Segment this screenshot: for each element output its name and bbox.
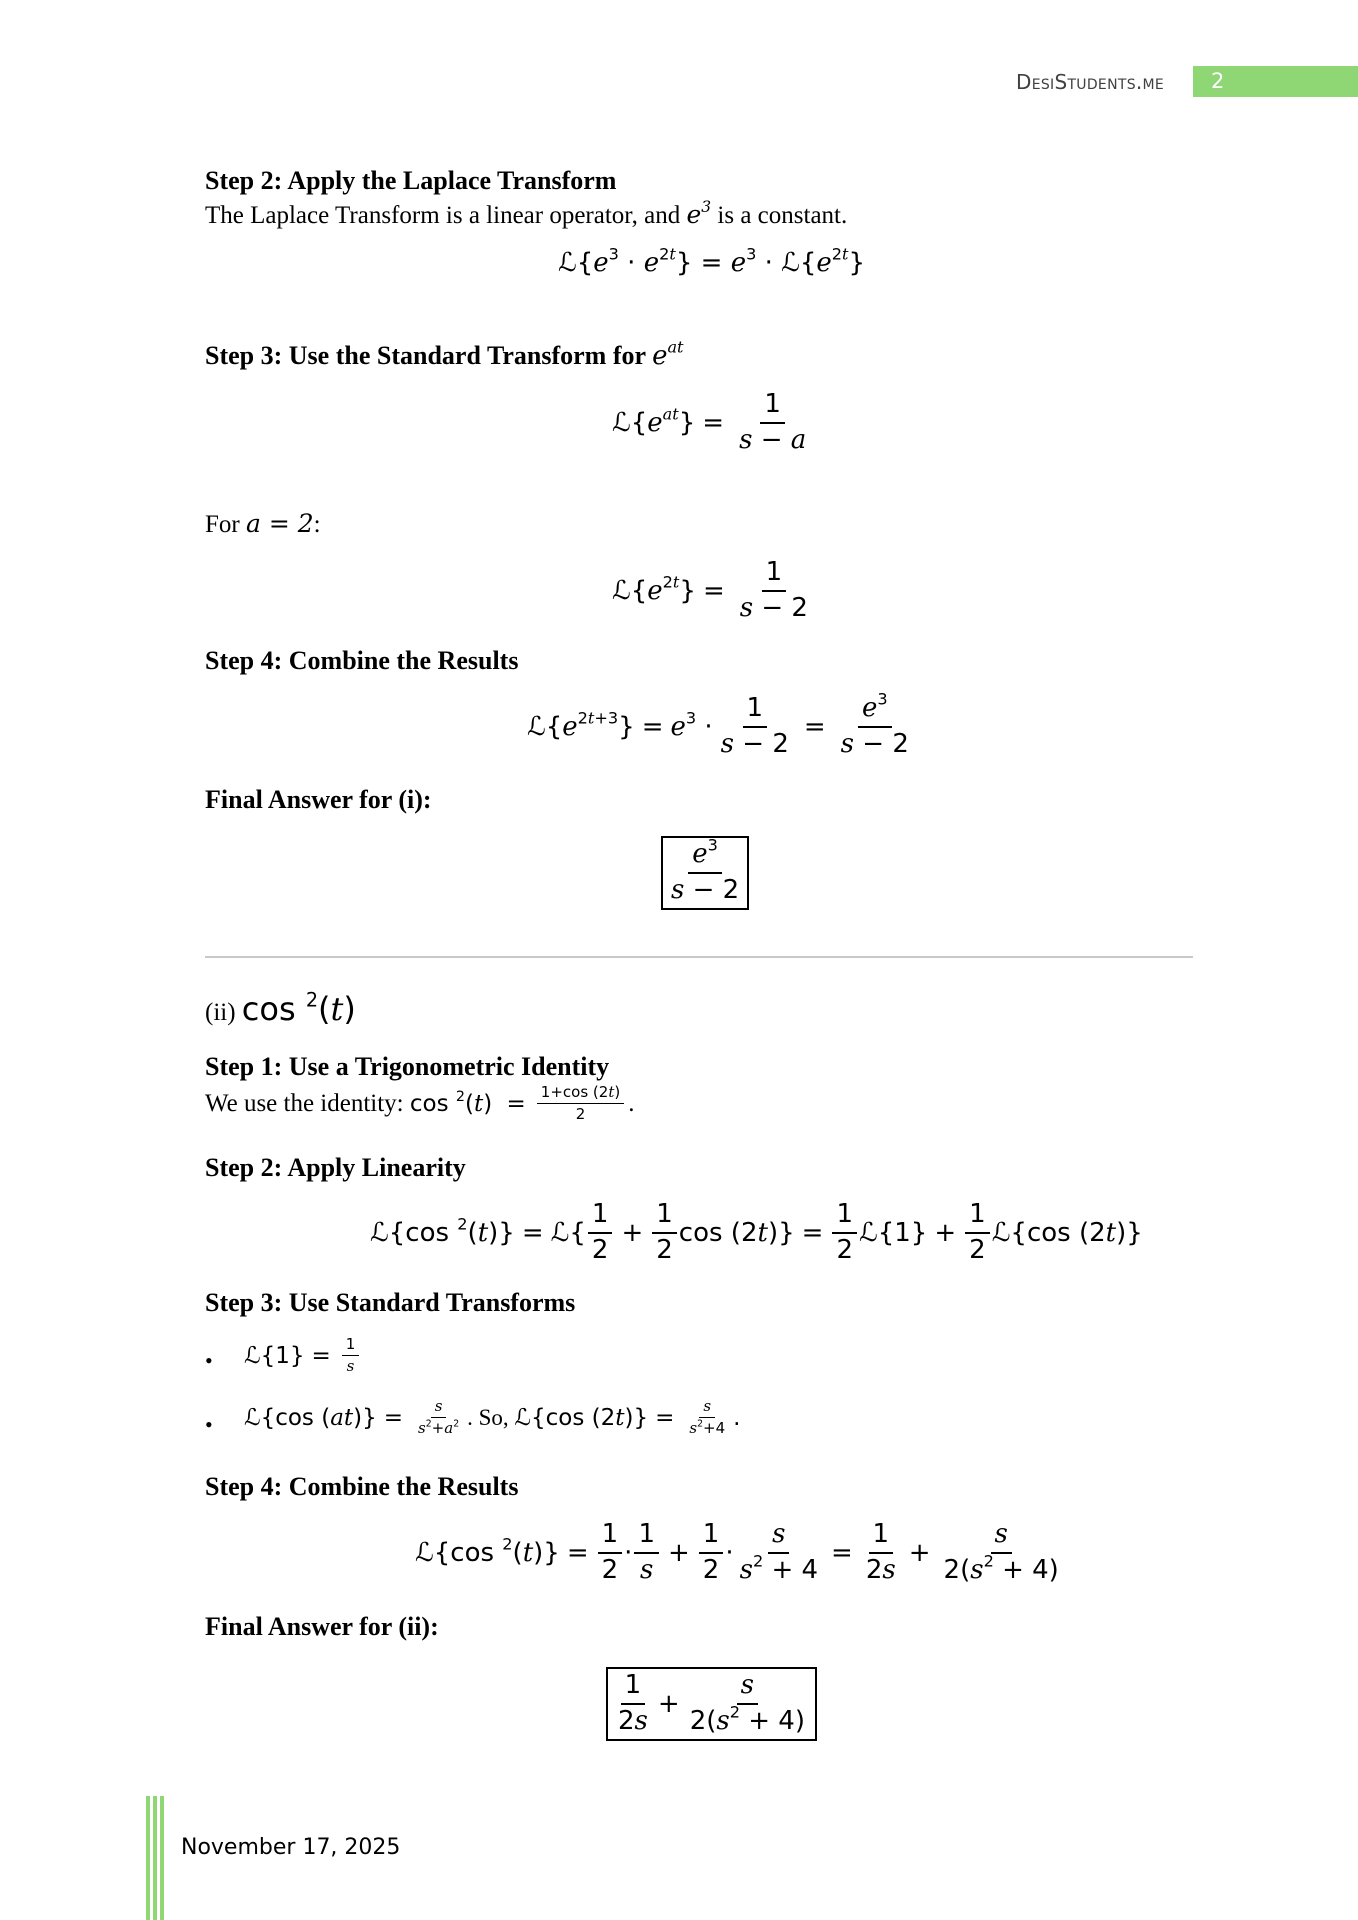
- step2-text-math: $e^3$: [686, 198, 712, 229]
- footer-date: November 17, 2025: [181, 1835, 401, 1860]
- step3-heading: Step 3: Use the Standard Transform for $e^{at}$: [205, 337, 684, 371]
- final-answer-ii-heading: Final Answer for (ii):: [205, 1612, 439, 1641]
- bullet-1: •: [205, 1348, 213, 1373]
- part-ii-title: (ii) cos $^2$(t): [205, 988, 356, 1028]
- final-answer-i-heading: Final Answer for (i):: [205, 785, 432, 814]
- bullet-1-content: ℒ{1} = $\frac{1}{s}$: [244, 1336, 363, 1376]
- section-divider: [205, 956, 1193, 958]
- bullet-2-content: ℒ{cos (at)} = $\frac{s}{s^2+a^2}$ . So, ℒ{cos (2t)} = $\frac{s}{s^2+4}$ .: [244, 1397, 741, 1438]
- step4-equation: $ℒ\{e^{2t+3}\}$ = $e^3$ · $\frac{1}{s - 2}$ = $\frac{e^3}{s - 2}$: [527, 689, 909, 759]
- step2-equation: $ℒ\{e^3 \cdot e^{2t}\} = e^3$ · $ℒ\{e^{2t}\}$: [558, 244, 866, 278]
- step2-text: [205, 200, 847, 230]
- step3-equation-2: $ℒ\{e^{2t}\}$ = $\frac{1}{s - 2}$: [612, 557, 808, 623]
- ii-step4-equation: ℒ{cos $^2$(t)} = $\frac{1}{2}$ · $\frac{1}{s}$ + $\frac{1}{2}$ · $\frac{s}{s^2 + 4}$ = $\frac{1}{2s}$ + $\frac{s}{2(s^2 + 4)}$: [415, 1519, 1059, 1585]
- final-answer-i-box: $\frac{e^3}{s - 2}$: [661, 836, 749, 910]
- step2-heading: Step 2: Apply the Laplace Transform: [205, 166, 617, 195]
- step4-heading: Step 4: Combine the Results: [205, 646, 519, 675]
- header-site-name: DesiStudents.me: [1016, 70, 1165, 94]
- ii-step3-heading: Step 3: Use Standard Transforms: [205, 1288, 576, 1317]
- for-a-equals-2: For a = 2:: [205, 509, 321, 538]
- bullet-2: •: [205, 1412, 213, 1437]
- ii-step1-heading: Step 1: Use a Trigonometric Identity: [205, 1052, 610, 1081]
- page-number-badge: 2: [1193, 66, 1358, 97]
- step2-text-before: The Laplace Transform is a linear operator, and: [205, 202, 681, 229]
- ii-step2-heading: Step 2: Apply Linearity: [205, 1153, 466, 1182]
- ii-step2-equation: ℒ{cos $^2$(t)} = ℒ{ $\frac{1}{2}$ + $\frac{1}{2}$ cos (2t)} = $\frac{1}{2}$ ℒ{1} + $\frac{1}{2}$ ℒ{cos (2t)}: [370, 1199, 1143, 1265]
- footer-accent-bars: [146, 1796, 164, 1920]
- final-answer-ii-box: $\frac{1}{2s}$ + $\frac{s}{2(s^2 + 4)}$: [606, 1667, 817, 1741]
- ii-step4-heading: Step 4: Combine the Results: [205, 1472, 519, 1501]
- ii-step1-text: We use the identity: cos $^2$(t) = $\frac{1+\cos (2t)}{2}$ .: [205, 1083, 635, 1124]
- step3-equation: $ℒ\{e^{at}\}$ = $\frac{1}{s - a}$: [612, 389, 807, 455]
- step2-text-after: is a constant.: [717, 202, 848, 229]
